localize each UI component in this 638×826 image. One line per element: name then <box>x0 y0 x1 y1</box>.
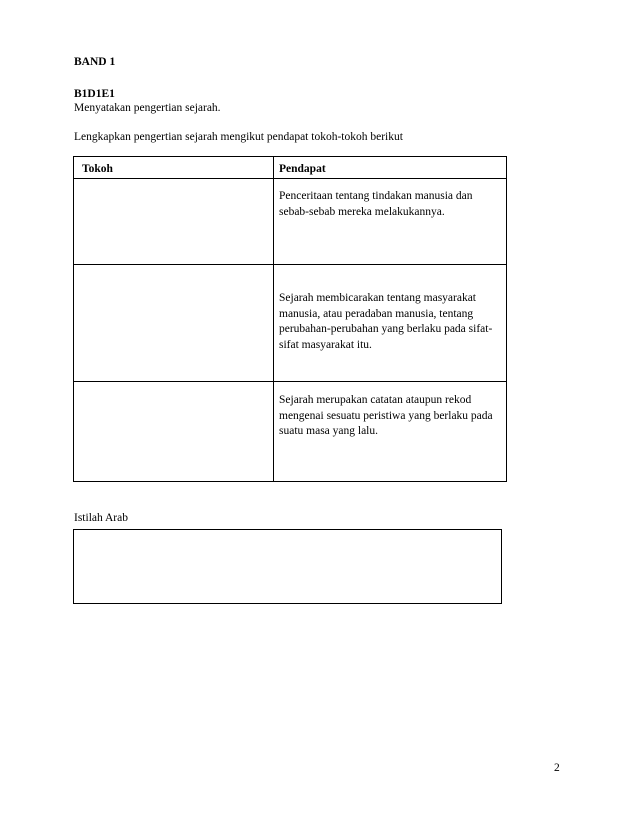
istilah-arab-answer-box[interactable] <box>73 529 502 604</box>
row-divider <box>74 381 506 382</box>
istilah-arab-label: Istilah Arab <box>74 512 128 524</box>
objective-description: Menyatakan pengertian sejarah. <box>74 102 221 114</box>
objective-code: B1D1E1 <box>74 88 115 100</box>
header-tokoh: Tokoh <box>82 163 113 175</box>
instruction-text: Lengkapkan pengertian sejarah mengikut pendapat tokoh-tokoh berikut <box>74 131 403 143</box>
pendapat-cell-3: Sejarah merupakan catatan ataupun rekod mengenai sesuatu peristiwa yang berlaku pada suatu masa yang lalu. <box>279 394 493 437</box>
header-pendapat: Pendapat <box>279 163 326 175</box>
band-heading: BAND 1 <box>74 56 116 68</box>
page-number: 2 <box>554 762 560 774</box>
pendapat-cell-1: Penceritaan tentang tindakan manusia dan sebab-sebab mereka melakukannya. <box>279 190 473 218</box>
row-divider <box>74 264 506 265</box>
tokoh-pendapat-table <box>73 156 507 482</box>
header-divider <box>74 178 506 179</box>
pendapat-cell-2: Sejarah membicarakan tentang masyarakat manusia, atau peradaban manusia, tentang perubahan-perubahan yang berlaku pada sifat-sifat masyarakat itu. <box>279 292 493 351</box>
column-divider <box>273 157 274 481</box>
